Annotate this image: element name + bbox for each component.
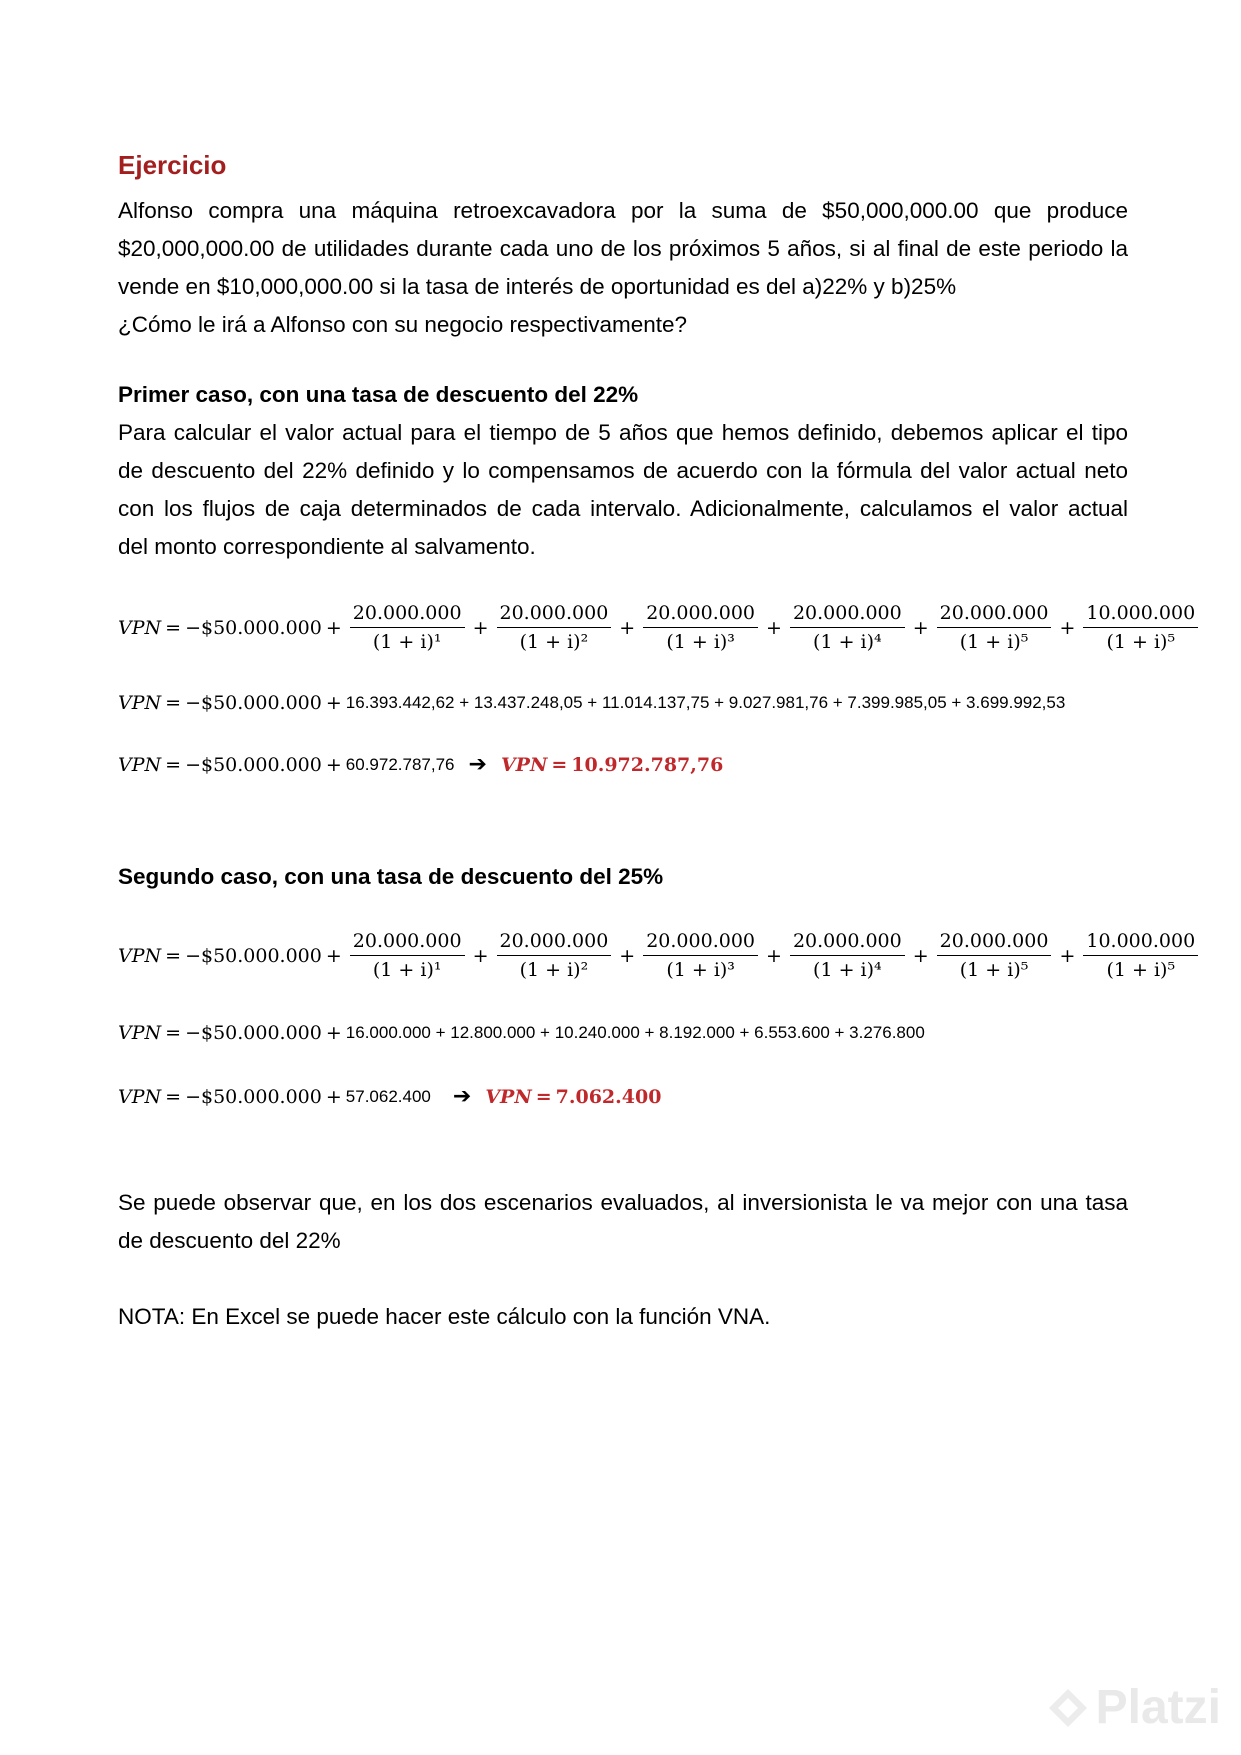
intro-paragraph xyxy=(118,192,1128,344)
formula-lhs: VPN xyxy=(118,616,162,639)
conclusion-line: Se puede observar que, en los dos escenarios evaluados, al inversionista le va mejor con una tasa xyxy=(118,1190,1128,1215)
case2-result: 7.062.400 xyxy=(555,1085,662,1108)
formula-initial: −$50.000.000 xyxy=(185,616,322,639)
case1-formula: VPN = −$50.000.000 + $\frac{20.000.000}{\text{(1 + i)¹}}$ + $\frac{20.000.000}{\text{(1 + i)²}}$ + $\frac{20.000.000}{\text{(1 + i)³}}$ + $\frac{20.000.000}{\text{(1 + i)⁴}}$ + $\frac{20.000.000}{\text{(1 + i)⁵}}$ + $\frac{10.000.000}{\text{(1 + i)⁵}}$ xyxy=(118,602,1202,653)
fraction: $\frac{10.000.000}{\text{(1 + i)⁵}}$ xyxy=(1083,602,1198,653)
formula-plus: + xyxy=(325,616,342,639)
formula-equals: = xyxy=(165,616,182,639)
intro-line: Alfonso compra una máquina retroexcavadora por la suma de $50,000,000.00 que produce xyxy=(118,198,1128,223)
case1-line: del monto correspondiente al salvamento. xyxy=(118,534,536,559)
case1-terms: 16.393.442,62 + 13.437.248,05 + 11.014.137,75 + 9.027.981,76 + 7.399.985,05 + 3.699.992,53 xyxy=(345,693,1066,712)
exercise-title: Ejercicio xyxy=(118,150,227,180)
case1-terms-equation: VPN = −$50.000.000 + 16.393.442,62 + 13.437.248,05 + 11.014.137,75 + 9.027.981,76 + 7.399.985,05 + 3.699.992,53 xyxy=(118,692,1066,714)
conclusion-line: de descuento del 22% xyxy=(118,1228,341,1253)
case2-terms: 16.000.000 + 12.800.000 + 10.240.000 + 8.192.000 + 6.553.600 + 3.276.800 xyxy=(345,1023,925,1042)
intro-line: $20,000,000.00 de utilidades durante cada uno de los próximos 5 años, si al final de este periodo la xyxy=(118,236,1128,261)
case1-line: de descuento del 22% definido y lo compensamos de acuerdo con la fórmula del valor actual neto xyxy=(118,458,1128,483)
case2-result-equation: VPN = −$50.000.000 + 57.062.400 ➔ VPN = 7.062.400 xyxy=(118,1084,662,1109)
fraction: $\frac{20.000.000}{\text{(1 + i)²}}$ xyxy=(497,602,612,653)
fraction: $\frac{20.000.000}{\text{(1 + i)¹}}$ xyxy=(350,930,465,981)
platzi-logo-text: Platzi xyxy=(1095,1681,1221,1734)
arrow-right-icon: ➔ xyxy=(468,752,487,777)
fraction: $\frac{20.000.000}{\text{(1 + i)³}}$ xyxy=(643,930,758,981)
platzi-logo xyxy=(1046,1680,1221,1735)
arrow-right-icon: ➔ xyxy=(452,1084,472,1109)
case1-result-equation: VPN = −$50.000.000 + 60.972.787,76 ➔ VPN = 10.972.787,76 xyxy=(118,752,724,777)
case1-result: 10.972.787,76 xyxy=(571,753,724,776)
fraction: $\frac{20.000.000}{\text{(1 + i)⁵}}$ xyxy=(937,930,1052,981)
case1-line: Para calcular el valor actual para el tiempo de 5 años que hemos definido, debemos aplicar el tipo xyxy=(118,420,1128,445)
fraction: $\frac{20.000.000}{\text{(1 + i)¹}}$ xyxy=(350,602,465,653)
case1-paragraph xyxy=(118,414,1128,566)
case1-heading: Primer caso, con una tasa de descuento del 22% xyxy=(118,382,639,407)
fraction: $\frac{20.000.000}{\text{(1 + i)³}}$ xyxy=(643,602,758,653)
fraction: $\frac{20.000.000}{\text{(1 + i)²}}$ xyxy=(497,930,612,981)
intro-line: ¿Cómo le irá a Alfonso con su negocio respectivamente? xyxy=(118,312,688,337)
case1-line: con los flujos de caja determinados de cada intervalo. Adicionalmente, calculamos el valor actual xyxy=(118,496,1128,521)
case2-heading: Segundo caso, con una tasa de descuento del 25% xyxy=(118,864,664,889)
note-text: NOTA: En Excel se puede hacer este cálculo con la función VNA. xyxy=(118,1304,771,1329)
case2-sum: 57.062.400 xyxy=(345,1086,431,1106)
fraction: $\frac{20.000.000}{\text{(1 + i)⁴}}$ xyxy=(790,602,905,653)
case2-formula: VPN = −$50.000.000 + $\frac{20.000.000}{\text{(1 + i)¹}}$ + $\frac{20.000.000}{\text{(1 + i)²}}$ + $\frac{20.000.000}{\text{(1 + i)³}}$ + $\frac{20.000.000}{\text{(1 + i)⁴}}$ + $\frac{20.000.000}{\text{(1 + i)⁵}}$ + $\frac{10.000.000}{\text{(1 + i)⁵}}$ xyxy=(118,930,1202,981)
conclusion-paragraph xyxy=(118,1184,1128,1260)
platzi-mark-icon xyxy=(1046,1686,1090,1730)
fraction: $\frac{20.000.000}{\text{(1 + i)⁴}}$ xyxy=(790,930,905,981)
case1-sum: 60.972.787,76 xyxy=(345,754,455,774)
fraction: $\frac{10.000.000}{\text{(1 + i)⁵}}$ xyxy=(1083,930,1198,981)
note-paragraph xyxy=(118,1298,1128,1336)
intro-line: vende en $10,000,000.00 si la tasa de interés de oportunidad es del a)22% y b)25% xyxy=(118,274,957,299)
case2-terms-equation: VPN = −$50.000.000 + 16.000.000 + 12.800.000 + 10.240.000 + 8.192.000 + 6.553.600 + 3.276.800 xyxy=(118,1022,925,1044)
fraction: $\frac{20.000.000}{\text{(1 + i)⁵}}$ xyxy=(937,602,1052,653)
